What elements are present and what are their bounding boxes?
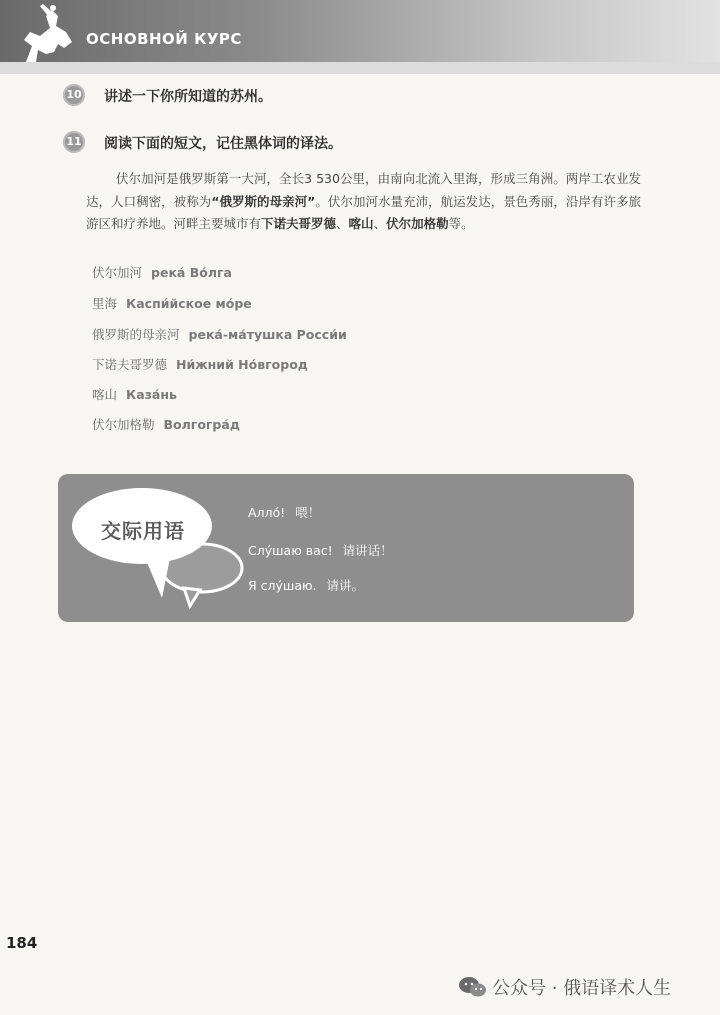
vocab-item (92, 263, 232, 281)
phrase-zh: 请讲。 (326, 578, 365, 593)
vocab-ru: Каспи́йское мо́ре (126, 296, 252, 311)
reading-paragraph (86, 168, 641, 236)
para-end: 等。 (448, 216, 474, 231)
vocab-ru: Волгогра́д (163, 417, 240, 432)
para-text-2: 。伏尔加河水量充沛，航运发达，景色秀丽，沿岸有许多旅游区和疗养地。河畔主要城市有 (86, 193, 641, 231)
vocab-item (92, 325, 347, 343)
phrase-ru: Слу́шаю вас! (248, 543, 333, 558)
vocab-item (92, 385, 177, 403)
vocab-item (92, 355, 308, 373)
watermark (458, 974, 671, 1000)
page-number: 184 (6, 934, 38, 952)
phrase-ru: Алло́! (248, 505, 286, 520)
exercise-10-text: 讲述一下你所知道的苏州。 (104, 89, 272, 105)
speech-bubble-icon (58, 474, 258, 622)
phrase-item (248, 576, 364, 594)
phrase-item (248, 503, 320, 521)
para-bold-mother-river: “俄罗斯的母亲河” (211, 193, 316, 209)
exercise-number-10: 10 (63, 84, 85, 106)
phrase-ru: Я слу́шаю. (248, 578, 317, 593)
para-bold-volgograd: 伏尔加格勒 (386, 216, 449, 231)
para-text-1: 伏尔加河是俄罗斯第一大河，全长3 530公里，由南向北流入里海，形成三角洲。两岸工农业发达，人口稠密，被称为 (86, 171, 641, 209)
watermark-text: 公众号 · 俄语译术人生 (492, 978, 672, 999)
vocab-zh: 伏尔加河 (92, 265, 143, 280)
vocab-zh: 喀山 (92, 387, 118, 402)
vocab-zh: 俄罗斯的母亲河 (92, 327, 180, 342)
phrase-zh: 喂！ (295, 505, 321, 520)
vocab-ru: Каза́нь (126, 387, 177, 402)
vocab-zh: 伏尔加格勒 (92, 417, 155, 432)
course-title: ОСНОВНОЙ КУРС (86, 30, 242, 48)
vocab-item (92, 415, 240, 433)
vocab-zh: 里海 (92, 296, 118, 311)
para-sep-2: 、 (373, 216, 387, 231)
para-bold-nizhny: 下诺夫哥罗德 (261, 216, 337, 231)
horseman-logo-icon (10, 2, 84, 68)
vocab-ru: Ни́жний Но́вгород (176, 357, 308, 372)
vocab-zh: 下诺夫哥罗德 (92, 357, 168, 372)
para-sep-1: 、 (336, 216, 349, 231)
phrase-zh: 请讲话！ (342, 543, 393, 558)
exercise-11-text: 阅读下面的短文，记住黑体词的译法。 (104, 136, 342, 152)
vocab-item (92, 294, 252, 312)
para-bold-kazan: 喀山 (348, 216, 374, 231)
wechat-icon (458, 976, 488, 998)
vocab-ru: река́-ма́тушка Росси́и (188, 327, 347, 342)
exercise-number-11: 11 (63, 131, 85, 153)
vocab-ru: река́ Во́лга (151, 265, 232, 280)
phrases-label: 交际用语 (101, 519, 185, 543)
phrase-item (248, 541, 393, 559)
